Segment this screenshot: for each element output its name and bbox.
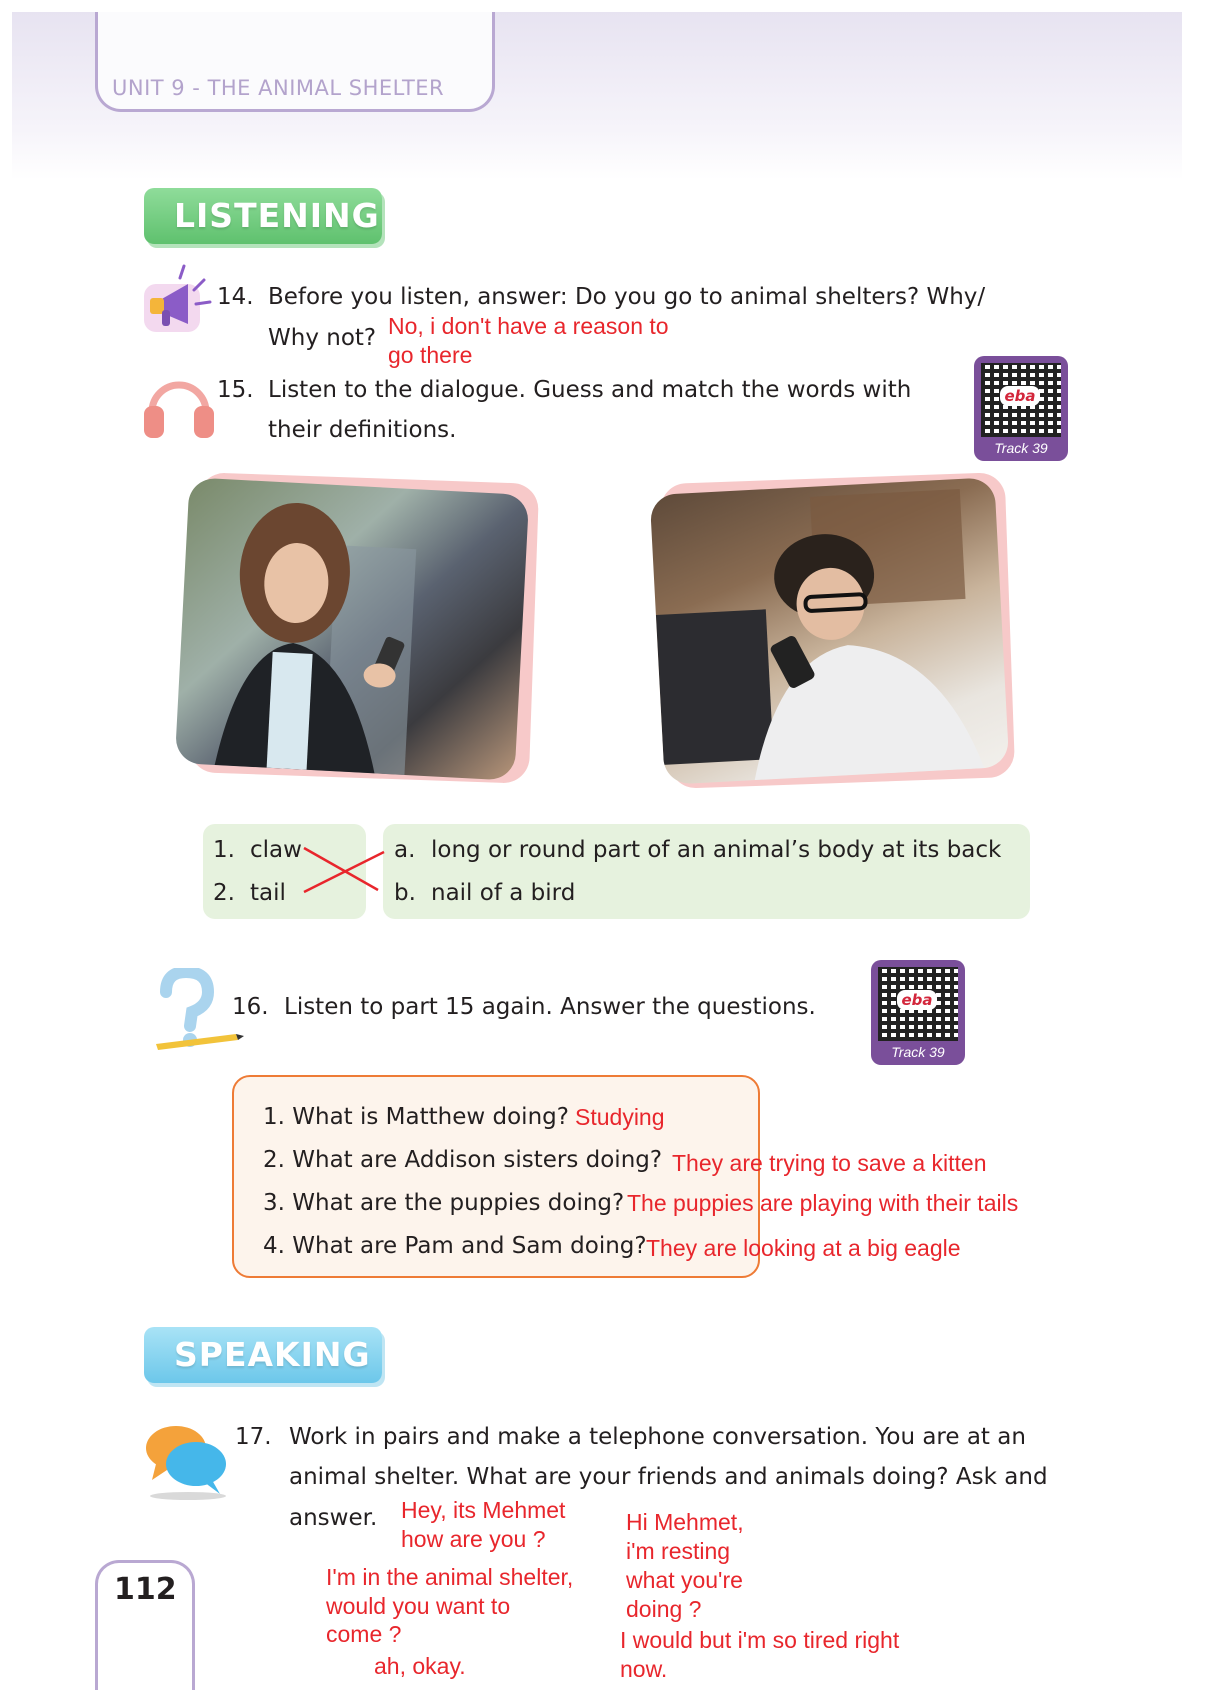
dialogue-b2-line2: now. [620,1656,668,1682]
photo-girl-with-phone [175,477,530,780]
dialogue-b1-line2: i'm resting [626,1538,731,1564]
q16-number: 16. [232,994,269,1020]
match-word-1: claw [250,837,302,863]
q14-answer-line2: go there [388,342,473,368]
dialogue-b1-line4: doing ? [626,1596,702,1622]
photo-frame-boy [655,478,1020,788]
match-line-claw-b [304,848,378,890]
q17-number: 17. [235,1424,272,1450]
q16-question-2: 2. What are Addison sisters doing? [263,1147,663,1173]
dialogue-a2-line3: come ? [326,1621,402,1647]
q16-question-1: 1. What is Matthew doing? [263,1104,569,1130]
match-word-2: tail [250,880,286,906]
track-label: Track 39 [891,1044,945,1060]
dialogue-a2-line2: would you want to [326,1593,511,1619]
q16-question-4: 4. What are Pam and Sam doing? [263,1233,647,1259]
q16-answer-4: They are looking at a big eagle [646,1235,961,1261]
q17-text-line3: answer. [289,1505,378,1531]
q16-question-3: 3. What are the puppies doing? [263,1190,625,1216]
q15-text-line2: their definitions. [268,417,457,443]
match-def-b-letter: b. [394,880,416,906]
eba-logo: eba [1000,386,1040,406]
match-def-b: nail of a bird [431,880,576,906]
listening-heading: LISTENING [144,188,382,244]
dialogue-b1-line3: what you're [626,1567,743,1593]
speech-bubbles-icon [142,1420,232,1500]
megaphone-icon [140,262,218,340]
q16-text: Listen to part 15 again. Answer the questions. [284,994,816,1020]
dialogue-a2-line1: I'm in the animal shelter, [326,1564,574,1590]
photo-frame-girl [180,478,540,788]
q16-answer-3: The puppies are playing with their tails [627,1190,1019,1216]
dialogue-b1-line1: Hi Mehmet, [626,1509,744,1535]
qr-code-track-15[interactable] [974,356,1068,461]
unit-title: UNIT 9 - THE ANIMAL SHELTER [112,76,445,100]
q16-answer-1: Studying [575,1104,665,1130]
q17-text-line2: animal shelter. What are your friends and animals doing? Ask and [289,1464,1048,1490]
dialogue-b2-line1: I would but i'm so tired right [620,1627,900,1653]
qr-code-track-16[interactable] [871,960,965,1065]
dialogue-a1-line2: how are you ? [401,1526,546,1552]
q17-text-line1: Work in pairs and make a telephone conversation. You are at an [289,1424,1026,1450]
match-lines [290,840,390,900]
dialogue-a3: ah, okay. [374,1653,466,1679]
q14-text-line2: Why not? [268,325,377,351]
q15-text-line1: Listen to the dialogue. Guess and match the words with [268,377,912,403]
photo-boy-with-phone [650,477,1010,785]
match-word-1-num: 1. [213,837,235,863]
dialogue-a1-line1: Hey, its Mehmet [401,1497,566,1523]
q14-answer-line1: No, i don't have a reason to [388,313,669,339]
q16-answer-2: They are trying to save a kitten [672,1150,987,1176]
q14-text-line1: Before you listen, answer: Do you go to animal shelters? Why/ [268,284,986,310]
q14-number: 14. [217,284,254,310]
match-def-a: long or round part of an animal’s body at its back [431,837,1002,863]
match-def-a-letter: a. [394,837,416,863]
track-label: Track 39 [994,440,1048,456]
question-mark-icon [146,968,244,1052]
match-word-2-num: 2. [213,880,235,906]
speaking-heading: SPEAKING [144,1327,382,1383]
headphones-icon [140,370,218,442]
page-number: 112 [114,1572,177,1607]
q15-number: 15. [217,377,254,403]
eba-logo: eba [897,990,937,1010]
